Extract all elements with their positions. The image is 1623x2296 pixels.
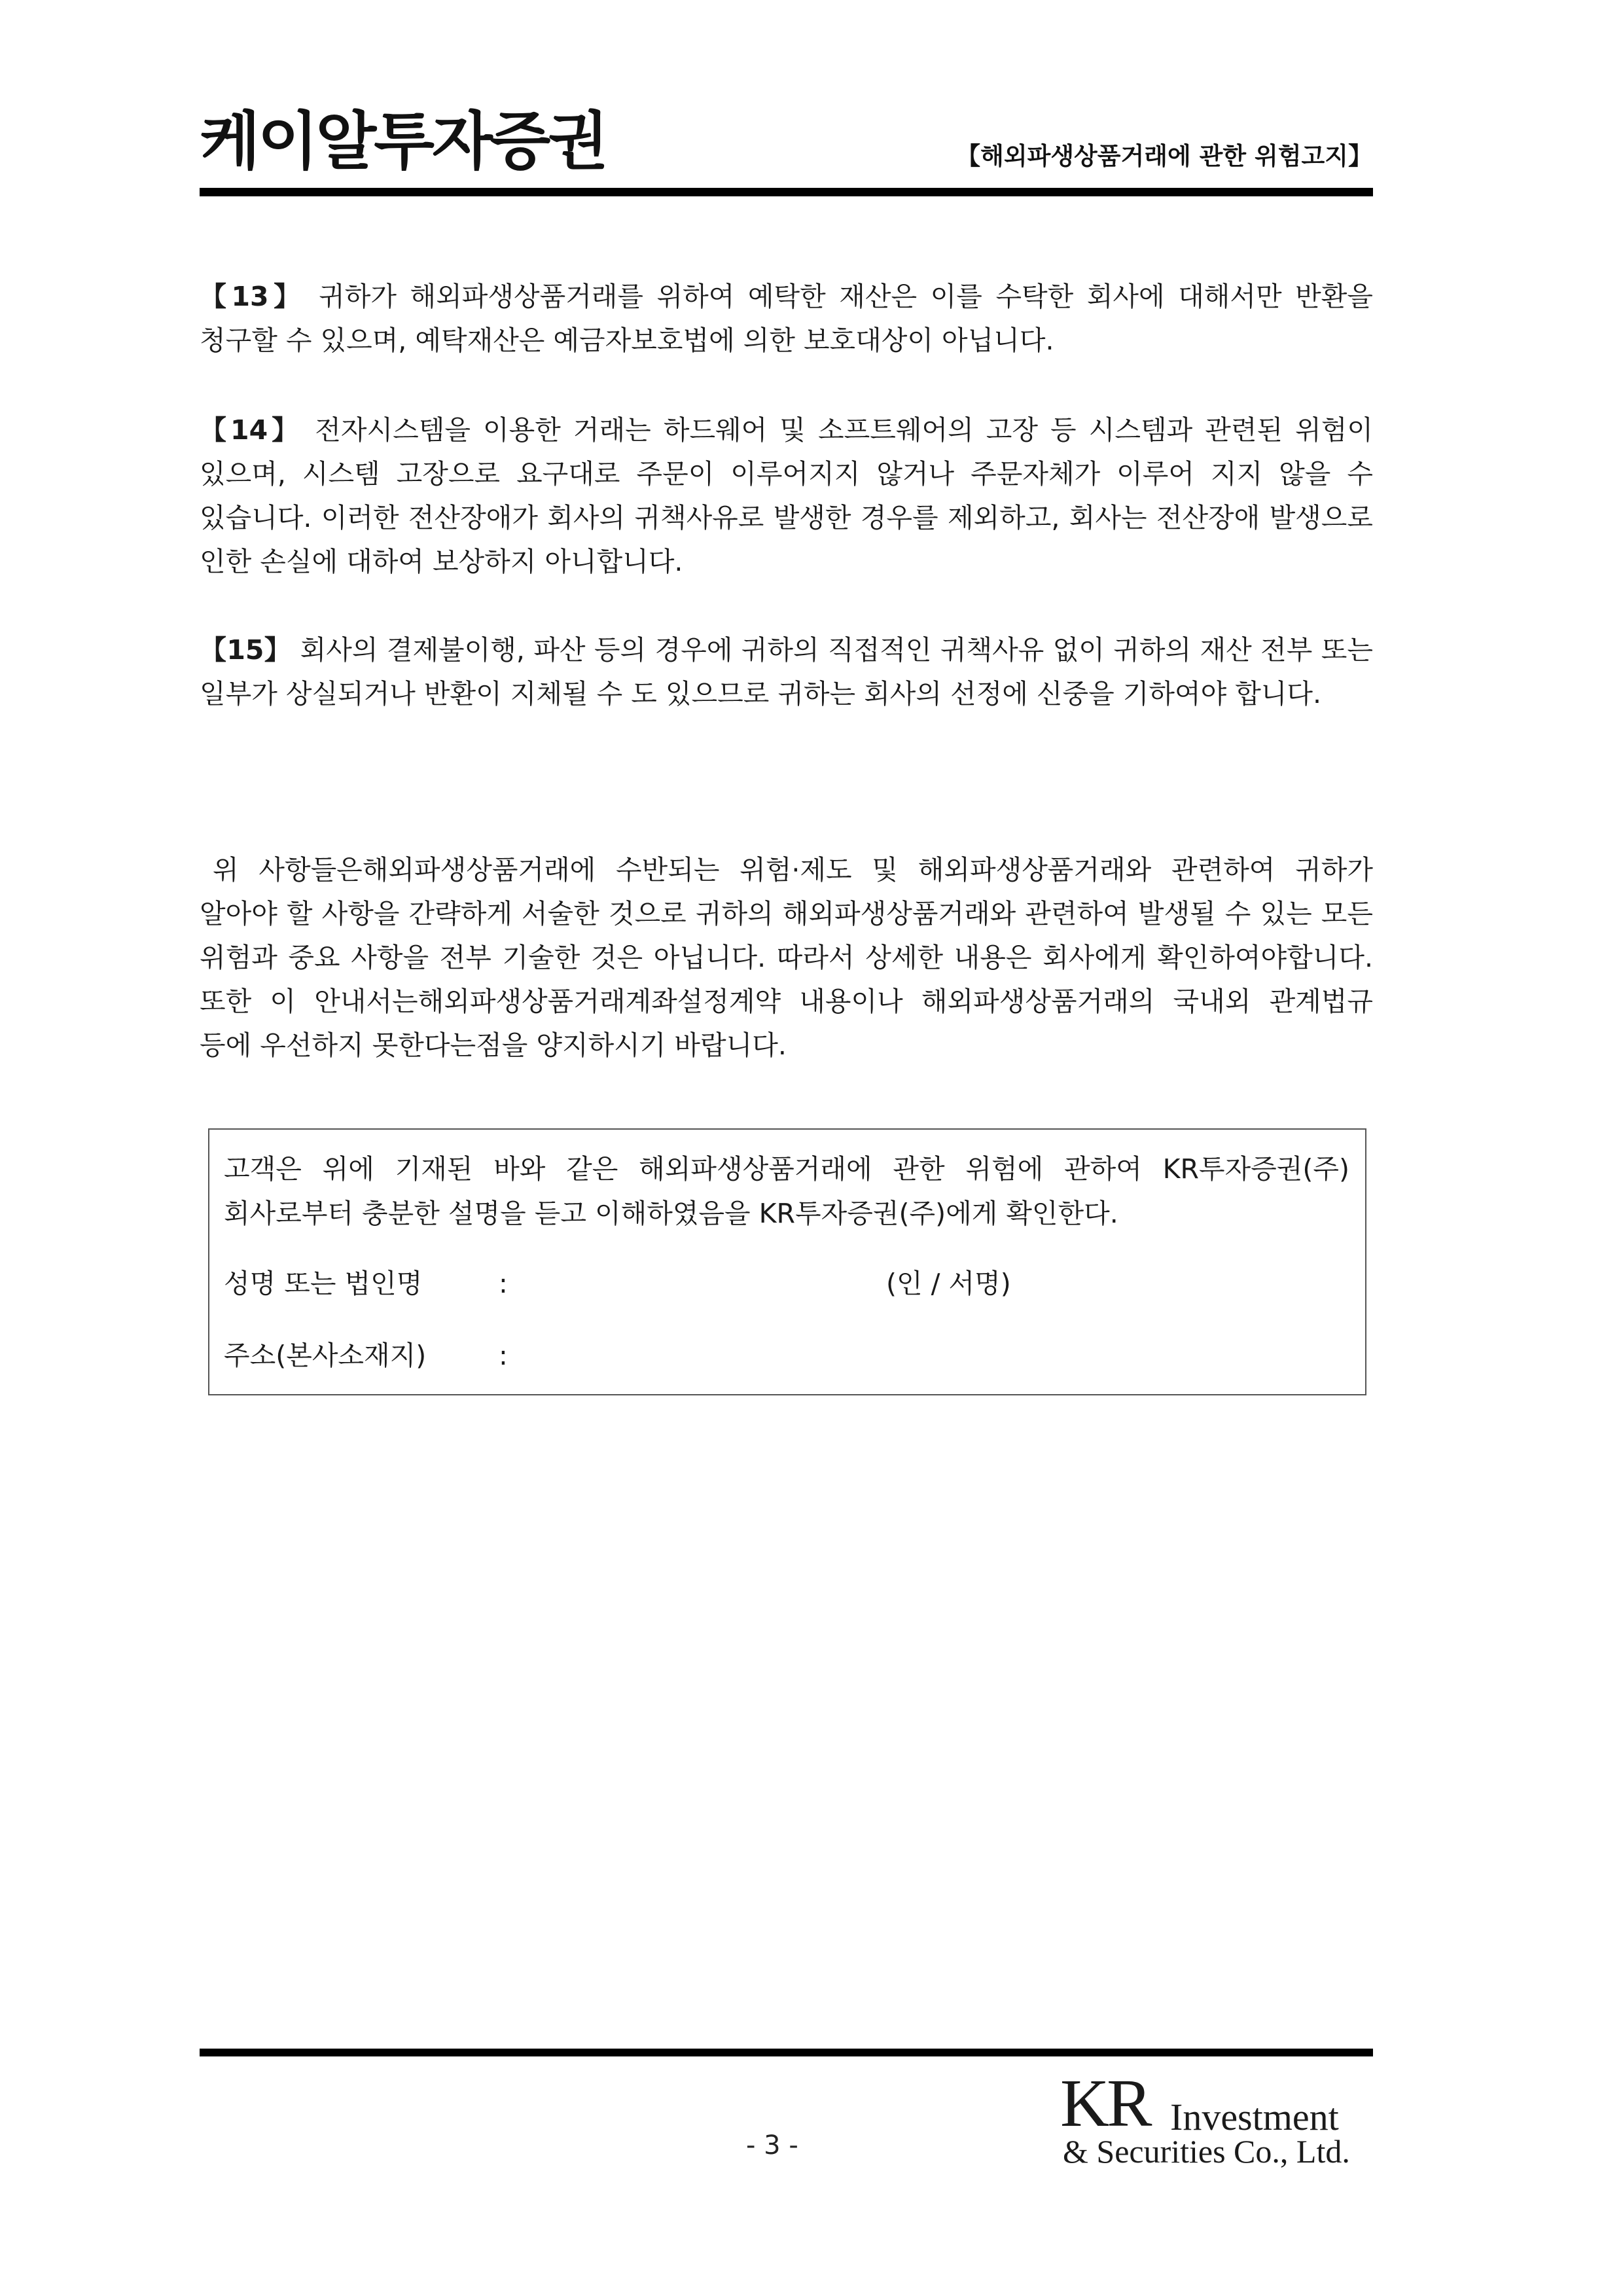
customer-confirmation-box	[208, 1128, 1366, 1395]
risk-item-14	[200, 408, 1373, 584]
address-field-row	[224, 1339, 1336, 1372]
header-rule	[200, 188, 1373, 196]
logo-kr: KR	[1060, 2066, 1150, 2141]
logo-securities: & Securities Co., Ltd.	[1063, 2133, 1350, 2170]
document-title: 【해외파생상품거래에 관한 위험고지】	[956, 142, 1372, 170]
footer-rule	[200, 2049, 1373, 2056]
logo-investment: Investment	[1170, 2096, 1339, 2138]
risk-item-13	[200, 275, 1373, 363]
risk-item-text: 전자시스템을 이용한 거래는 하드웨어 및 소프트웨어의 고장 등 시스템과 관련된 위험이 있으며, 시스템 고장으로 요구대로 주문이 이루어지지 않거나 주문자체가 이루어 지지 않을 수 있습니다. 이러한 전산장애가 회사의 귀책사유로 발생한 경우를 제외하고, 회사는 전산장애 발생으로 인한 손실에 대하여 보상하지 아니합니다.	[200, 414, 1373, 577]
company-logo	[1060, 2066, 1368, 2170]
name-field-row	[224, 1267, 1336, 1300]
risk-item-text: 귀하가 해외파생상품거래를 위하여 예탁한 재산은 이를 수탁한 회사에 대해서만 반환을 청구할 수 있으며, 예탁재산은 예금자보호법에 의한 보호대상이 아닙니다.	[200, 281, 1373, 356]
confirmation-statement: 고객은 위에 기재된 바와 같은 해외파생상품거래에 관한 위험에 관하여 KR투자증권(주) 회사로부터 충분한 설명을 듣고 이해하였음을 KR투자증권(주)에게 확인한다.	[224, 1153, 1349, 1229]
risk-item-number: 【15】	[200, 634, 292, 666]
name-colon: :	[499, 1268, 508, 1299]
company-brand: 케이알투자증권	[200, 105, 607, 178]
risk-item-text: 회사의 결제불이행, 파산 등의 경우에 귀하의 직접적인 귀책사유 없이 귀하의 재산 전부 또는 일부가 상실되거나 반환이 지체될 수 도 있으므로 귀하는 회사의 선정에 신중을 기하여야 합니다.	[200, 634, 1373, 709]
name-label: 성명 또는 법인명	[224, 1268, 423, 1299]
risk-item-number: 【13】	[200, 281, 306, 312]
address-label: 주소(본사소재지)	[224, 1340, 427, 1371]
risk-item-15	[200, 628, 1373, 716]
signature-label: (인 / 서명)	[886, 1268, 1011, 1299]
notice-paragraph: 위 사항들은해외파생상품거래에 수반되는 위험·제도 및 해외파생상품거래와 관련하여 귀하가 알아야 할 사항을 간략하게 서술한 것으로 귀하의 해외파생상품거래와 관련하여 발생될 수 있는 모든 위험과 중요 사항을 전부 기술한 것은 아닙니다. 따라서 상세한 내용은 회사에게 확인하여야합니다. 또한 이 안내서는해외파생상품거래계좌설정계약 내용이나 해외파생상품거래의 국내외 관계법규 등에 우선하지 못한다는점을 양지하시기 바랍니다.	[200, 854, 1373, 1061]
page-number: - 3 -	[746, 2130, 798, 2161]
address-colon: :	[499, 1340, 508, 1371]
risk-item-number: 【14】	[200, 414, 303, 446]
